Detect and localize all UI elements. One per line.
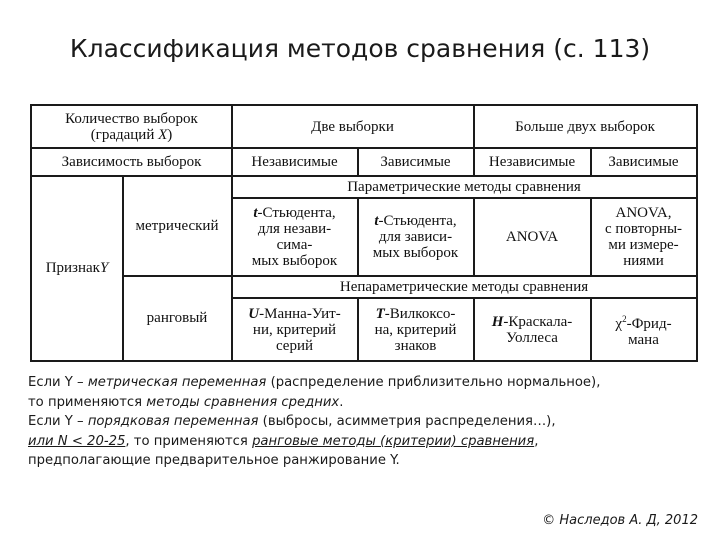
header-sample-count-line1: Количество выборок: [65, 110, 198, 127]
rank-friedman: $\chi^2-Фрид-$ мана: [615, 314, 672, 348]
table-border-bottom: [30, 360, 698, 362]
dependence-label: Зависимость выборок: [61, 153, 202, 170]
header-sample-count-line2: (градаций X): [90, 126, 173, 143]
metric-anova: ANOVA: [505, 229, 559, 245]
note-line-3: Если Y – порядковая переменная (выбросы, асимметрия распределения…),: [28, 414, 556, 430]
metric-t-independent: t-Стьюдента, для незави- сима- мых выборок: [251, 205, 338, 269]
dependent-more: Зависимые: [608, 153, 679, 170]
metric-label: метрический: [135, 217, 219, 234]
note-line-5: предполагающие предварительное ранжирование Y.: [28, 453, 400, 469]
note-line-1: Если Y – метрическая переменная (распределение приблизительно нормальное),: [28, 375, 601, 390]
parametric-title: Параметрические методы сравнения: [347, 178, 581, 195]
rank-wilcoxon: T-Вилкоксо- на, критерий знаков: [374, 305, 457, 354]
rank-label: ранговый: [146, 310, 208, 326]
classification-table: [30, 104, 698, 362]
rank-kruskal-wallis: H-Краскала- Уоллеса: [491, 313, 573, 346]
metric-t-dependent: t-Стьюдента, для зависи- мых выборок: [372, 213, 459, 261]
note-line-2: то применяются методы сравнения средних.: [28, 394, 344, 410]
header-more-samples: Больше двух выборок: [515, 118, 655, 135]
independent-more: Независимые: [488, 153, 576, 170]
slide-title: Классификация методов сравнения (с. 113): [69, 34, 651, 63]
table-border-right: [696, 104, 698, 362]
copyright-footer: © Наследов А. Д, 2012: [542, 513, 698, 528]
nonparametric-title: Непараметрические методы сравнения: [339, 278, 589, 295]
note-line-4: или N < 20-25, то применяются ранговые методы (критерии) сравнения,: [28, 433, 539, 449]
header-two-samples: Две выборки: [311, 118, 394, 135]
independent-two: Независимые: [251, 153, 338, 170]
metric-anova-repeated: ANOVA, с повторны- ми измере- ниями: [604, 205, 683, 269]
dependent-two: Зависимые: [380, 153, 451, 170]
explanation-text: [28, 373, 698, 471]
rank-mann-whitney: U-Манна-Уит- ни, критерий серий: [248, 305, 341, 354]
header-sample-count: [32, 106, 231, 147]
feature-y-label: Признак Y: [45, 260, 109, 276]
